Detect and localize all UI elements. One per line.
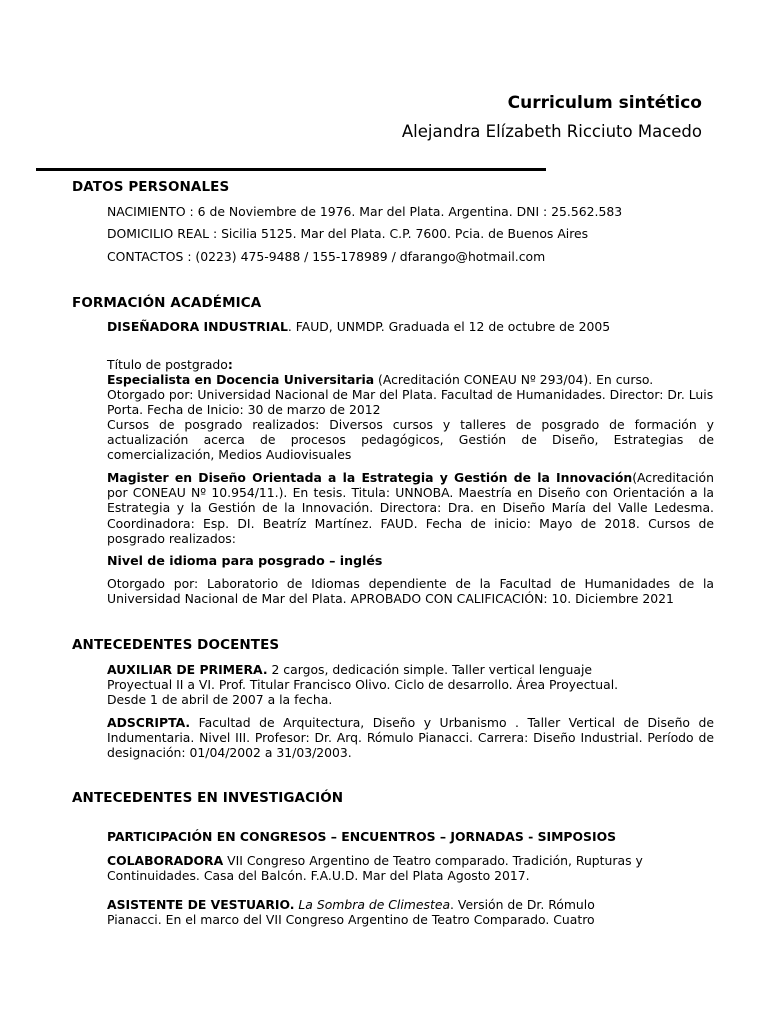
author-name: Alejandra Elízabeth Ricciuto Macedo <box>401 122 702 141</box>
auxiliar-title: AUXILIAR DE PRIMERA. <box>107 662 268 677</box>
asistente-title: ASISTENTE DE VESTUARIO. <box>107 897 295 912</box>
document-title: Curriculum sintético <box>507 93 702 113</box>
auxiliar-line-3: Desde 1 de abril de 2007 a la fecha. <box>107 692 333 707</box>
especialista-title: Especialista en Docencia Universitaria <box>107 372 375 387</box>
colaboradora-line-1 <box>107 853 714 868</box>
domicilio-line: DOMICILIO REAL : Sicilia 5125. Mar del Plata. C.P. 7600. Pcia. de Buenos Aires <box>107 226 589 241</box>
congresos-subheading: PARTICIPACIÓN EN CONGRESOS – ENCUENTROS – JORNADAS - SIMPOSIOS <box>107 829 617 844</box>
asistente-work-title: La Sombra de Climestea <box>298 897 451 912</box>
grado-line <box>107 319 714 334</box>
nacimiento-line: NACIMIENTO : 6 de Noviembre de 1976. Mar del Plata. Argentina. DNI : 25.562.583 <box>107 204 623 219</box>
postgrado-colon: : <box>227 357 233 372</box>
auxiliar-detail: 2 cargos, dedicación simple. Taller vertical lenguaje <box>267 662 593 677</box>
section-heading-investigacion: ANTECEDENTES EN INVESTIGACIÓN <box>72 790 344 806</box>
magister-paragraph <box>107 470 714 546</box>
asistente-line-1 <box>107 897 714 912</box>
colaboradora-detail: VII Congreso Argentino de Teatro comparado. Tradición, Rupturas y <box>223 853 643 868</box>
grado-title: DISEÑADORA INDUSTRIAL <box>107 319 288 334</box>
title-block <box>402 92 702 143</box>
adscripta-paragraph <box>107 715 714 761</box>
grado-detail: . FAUD, UNMDP. Graduada el 12 de octubre de 2005 <box>287 319 611 334</box>
idioma-paragraph: Otorgado por: Laboratorio de Idiomas dependiente de la Facultad de Humanidades de la Universidad Nacional de Mar del Plata. APROBADO CON CALIFICACIÓN: 10. Diciembre 2021 <box>107 576 714 607</box>
adscripta-detail: Facultad de Arquitectura, Diseño y Urbanismo . Taller Vertical de Diseño de Indumentaria. Nivel III. Profesor: Dr. Arq. Rómulo Pianacci. Carrera: Diseño Industrial. Período de designación: 01/04/2002 a 31/03/2003. <box>107 715 714 761</box>
especialista-cursos: Cursos de posgrado realizados: Diversos cursos y talleres de posgrado de formación y actualización acerca de procesos pedagógicos, Gestión de Diseño, Estrategias de comercialización, Medios Audiovisuales <box>107 417 714 463</box>
header-divider <box>36 168 546 171</box>
contactos-line: CONTACTOS : (0223) 475-9488 / 155-178989 / dfarango@hotmail.com <box>107 249 546 264</box>
asistente-detail: . Versión de Dr. Rómulo <box>450 897 595 912</box>
especialista-detail: (Acreditación CONEAU Nº 293/04). En curso. Otorgado por: Universidad Nacional de Mar del Plata. Facultad de Humanidades. Director: Dr. Luis Porta. Fecha de Inicio: 30 de marzo de 2012 <box>107 372 714 418</box>
auxiliar-line-1 <box>107 662 714 677</box>
auxiliar-line-2: Proyectual II a VI. Prof. Titular Francisco Olivo. Ciclo de desarrollo. Área Proyectual. <box>107 677 619 692</box>
section-heading-formacion: FORMACIÓN ACADÉMICA <box>72 295 262 311</box>
adscripta-title: ADSCRIPTA. <box>107 715 191 730</box>
postgrado-label: Título de postgrado <box>107 357 228 372</box>
postgrado-label-line <box>107 357 714 372</box>
asistente-line-2: Pianacci. En el marco del VII Congreso Argentino de Teatro Comparado. Cuatro <box>107 912 595 927</box>
magister-title: Magister en Diseño Orientada a la Estrategia y Gestión de la Innovación <box>107 470 633 485</box>
colaboradora-line-2: Continuidades. Casa del Balcón. F.A.U.D. Mar del Plata Agosto 2017. <box>107 868 530 883</box>
idioma-heading: Nivel de idioma para posgrado – inglés <box>107 553 383 568</box>
especialista-paragraph <box>107 372 714 418</box>
section-heading-docentes: ANTECEDENTES DOCENTES <box>72 637 280 653</box>
colaboradora-title: COLABORADORA <box>107 853 224 868</box>
magister-detail: (Acreditación por CONEAU Nº 10.954/11.). En tesis. Titula: UNNOBA. Maestría en Diseño con Orientación a la Estrategia y la Gestión de la Innovación. Directora: Dra. en Diseño María del Valle Ledesma. Coordinadora: Esp. DI. Beatríz Martínez. FAUD. Fecha de inicio: Mayo de 2018. Cursos de posgrado realizados: <box>107 470 714 546</box>
section-heading-datos-personales: DATOS PERSONALES <box>72 179 230 195</box>
